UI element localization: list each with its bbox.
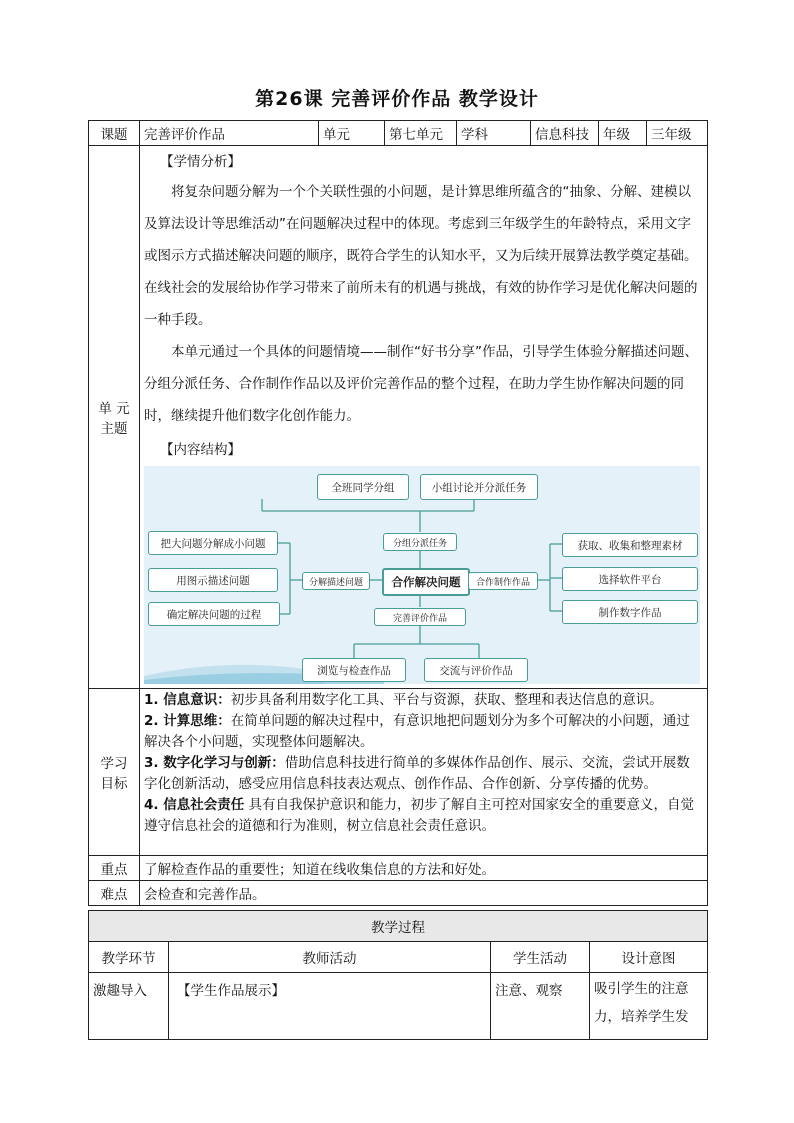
- key-point-text: 了解检查作品的重要性；知道在线收集信息的方法和好处。: [140, 856, 708, 881]
- box-exchange-evaluate: 交流与评价作品: [424, 658, 528, 682]
- objective-4: [144, 795, 703, 837]
- objectives-label-line2: 目标: [100, 776, 128, 792]
- row1-intent: 吸引学生的注意力，培养学生发: [590, 973, 708, 1040]
- unit-theme-content: [140, 146, 708, 689]
- objective-3-title: 3. 数字化学习与创新：: [144, 755, 285, 771]
- cell-grade-label: 年级: [599, 121, 647, 146]
- objective-4-title: 4. 信息社会责任: [144, 797, 245, 813]
- unit-theme-label-line1: 单 元: [98, 401, 130, 417]
- analysis-paragraph-2: 本单元通过一个具体的问题情境——制作“好书分享”作品，引导学生体验分解描述问题、分组分派任务、合作制作作品以及评价完善作品的整个过程，在助力学生协作解决问题的同时，继续提升他们数字化创作能力。: [144, 344, 698, 424]
- info-row: [89, 121, 708, 146]
- col-stage: 教学环节: [89, 942, 169, 973]
- key-point-label: 重点: [89, 856, 140, 881]
- box-class-grouping: 全班同学分组: [317, 474, 409, 500]
- key-point-row: [89, 856, 708, 881]
- objectives-content: [140, 689, 708, 856]
- difficult-point-label: 难点: [89, 881, 140, 906]
- objectives-row: [89, 689, 708, 856]
- process-header-row: [89, 911, 708, 942]
- process-header: 教学过程: [89, 911, 708, 942]
- box-assign-tasks: 分组分派任务: [383, 533, 457, 551]
- box-diagram-describe: 用图示描述问题: [148, 568, 278, 592]
- cell-topic-label: 课题: [89, 121, 140, 146]
- cell-unit-value: 第七单元: [385, 121, 457, 146]
- objective-2: [144, 711, 703, 753]
- difficult-point-row: [89, 881, 708, 906]
- box-browse-check: 浏览与检查作品: [302, 658, 406, 682]
- cell-subject-value: 信息科技: [531, 121, 599, 146]
- cell-grade-value: 三年级: [647, 121, 708, 146]
- objectives-label-line1: 学习: [100, 756, 128, 772]
- objectives-label: [89, 689, 140, 856]
- cell-topic-value: 完善评价作品: [140, 121, 319, 146]
- unit-theme-label-line2: 主题: [100, 421, 128, 437]
- cell-subject-label: 学科: [457, 121, 531, 146]
- objective-2-text: 在简单问题的解决过程中，有意识地把问题划分为多个可解决的小问题，通过解决各个小问题，实现整体问题解决。: [144, 713, 690, 750]
- box-split-problem: 把大问题分解成小问题: [148, 531, 278, 555]
- structure-heading: 【内容结构】: [160, 442, 241, 458]
- analysis-heading: 【学情分析】: [160, 154, 241, 170]
- content-structure-diagram: [144, 466, 700, 684]
- box-choose-software: 选择软件平台: [562, 567, 698, 591]
- unit-theme-row: [89, 146, 708, 689]
- col-teacher: 教师活动: [169, 942, 491, 973]
- box-determine-process: 确定解决问题的过程: [148, 602, 280, 626]
- difficult-point-text: 会检查和完善作品。: [140, 881, 708, 906]
- box-collect-materials: 获取、收集和整理素材: [562, 533, 698, 557]
- objective-1-title: 1. 信息意识：: [144, 692, 231, 708]
- box-describe-problem: 分解描述问题: [302, 572, 370, 590]
- box-improve-evaluate: 完善评价作品: [374, 608, 466, 626]
- process-columns-row: [89, 942, 708, 973]
- page-title: 第26课 完善评价作品 教学设计: [255, 88, 539, 110]
- lesson-info-table: [88, 120, 708, 906]
- box-cooperative-making: 合作制作作品: [468, 572, 538, 590]
- row1-teacher: 【学生作品展示】: [169, 973, 491, 1040]
- box-make-digital-work: 制作数字作品: [562, 600, 698, 624]
- objective-3-text: 借助信息科技进行简单的多媒体作品创作、展示、交流，尝试开展数字化创新活动，感受应用信息科技表达观点、创作作品、合作创新、分享传播的优势。: [144, 755, 690, 792]
- objective-2-title: 2. 计算思维：: [144, 713, 231, 729]
- objective-4-text: 具有自我保护意识和能力，初步了解自主可控对国家安全的重要意义，自觉遵守信息社会的道德和行为准则，树立信息社会责任意识。: [144, 797, 695, 834]
- col-intent: 设计意图: [590, 942, 708, 973]
- row1-stage: 激趣导入: [89, 973, 169, 1040]
- objective-1: [144, 690, 703, 711]
- box-cooperative-solving: 合作解决问题: [382, 568, 470, 596]
- analysis-paragraph-1: 将复杂问题分解为一个个关联性强的小问题，是计算思维所蕴含的“抽象、分解、建模以及算法设计等思维活动”在问题解决过程中的体现。考虑到三年级学生的年龄特点，采用文字或图示方式描述解决问题的顺序，既符合学生的认知水平，又为后续开展算法教学奠定基础。在线社会的发展给协作学习带来了前所未有的机遇与挑战，有效的协作学习是优化解决问题的一种手段。: [144, 184, 698, 328]
- row1-student: 注意、观察: [491, 973, 590, 1040]
- teaching-process-table: [88, 910, 708, 1040]
- col-student: 学生活动: [491, 942, 590, 973]
- process-row-1: [89, 973, 708, 1040]
- box-group-discussion: 小组讨论并分派任务: [420, 474, 538, 500]
- objective-1-text: 初步具备利用数字化工具、平台与资源，获取、整理和表达信息的意识。: [230, 692, 663, 708]
- unit-theme-label: [89, 146, 140, 689]
- cell-unit-label: 单元: [319, 121, 385, 146]
- objective-3: [144, 753, 703, 795]
